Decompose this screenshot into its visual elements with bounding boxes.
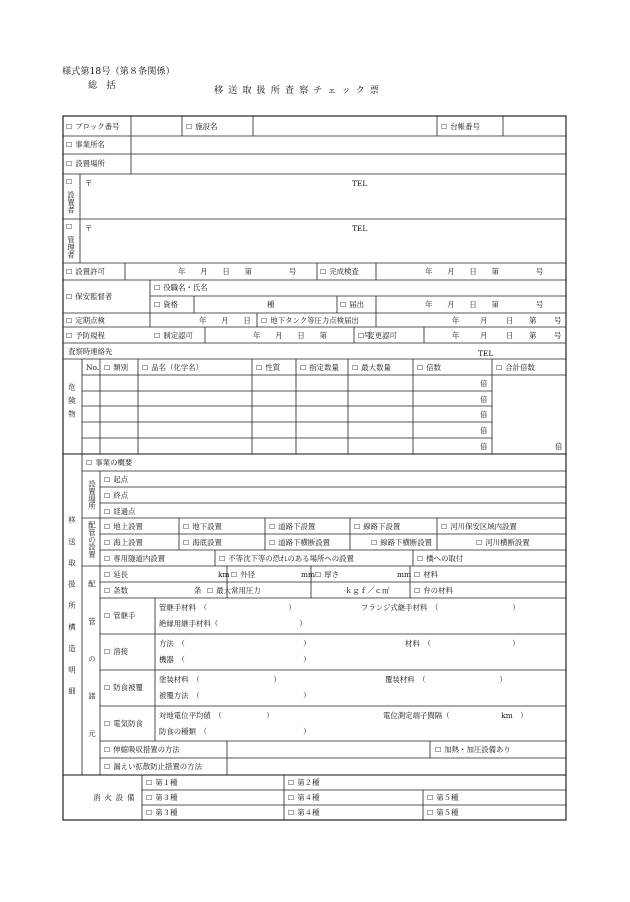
fire-class5-b[interactable]: ☐ 第５種 <box>427 809 458 817</box>
end-label[interactable]: ☐ 終点 <box>104 492 128 500</box>
security-supervisor-label[interactable]: ☐ 保安監督者 <box>66 293 112 301</box>
manager-tel: TEL <box>352 224 368 233</box>
hazmat-col-designated[interactable]: ☐ 指定数量 <box>300 364 339 372</box>
joint-label[interactable]: ☐ 管継手 <box>104 612 135 620</box>
bridge-install[interactable]: ☐ 橋への取付 <box>417 555 463 563</box>
fire-class4-a[interactable]: ☐ 第４種 <box>288 794 319 802</box>
install-place-label[interactable]: ☐ 設置場所 <box>66 160 105 168</box>
hazmat-col-total[interactable]: ☐ 合計倍数 <box>496 364 535 372</box>
hazmat-col-no: No. <box>86 363 100 372</box>
anticorrosion-label[interactable]: ☐ 防食被覆 <box>104 684 143 692</box>
fire-class2[interactable]: ☐ 第２種 <box>288 779 319 787</box>
expansion-label[interactable]: ☐ 伸縮吸収措置の方法 <box>104 746 180 754</box>
install-place-side-label: 設置場所 <box>87 480 97 510</box>
piping-install-side-label: 配管の設置 <box>87 521 97 558</box>
facility-name-label[interactable]: ☐ 施設名 <box>186 123 217 131</box>
welding-method: 方法 （ ） <box>159 639 311 648</box>
hazmat-col-class[interactable]: ☐ 類別 <box>104 364 128 372</box>
hazmat-col-max[interactable]: ☐ 最大数量 <box>352 364 391 372</box>
hazmat-col-multiple[interactable]: ☐ 倍数 <box>417 364 441 372</box>
hazmat-times-total: 倍 <box>555 442 563 451</box>
thickness-label[interactable]: ☐ 厚さ <box>315 571 339 579</box>
inspection-contact-label: 査察時連絡先 <box>68 347 113 356</box>
completion-check-label[interactable]: ☐ 完成検査 <box>320 268 359 276</box>
terminal-spacing: 電位測定端子間隔（ km ） <box>383 711 528 720</box>
start-label[interactable]: ☐ 起点 <box>104 476 128 484</box>
qualification-label[interactable]: ☐ 資格 <box>154 301 178 309</box>
tunnel-install[interactable]: ☐ 専用隧道内設置 <box>104 555 165 563</box>
hazmat-times-5: 倍 <box>480 442 488 451</box>
fire-class1[interactable]: ☐ 第１種 <box>146 779 177 787</box>
insulated-material: 絶縁用継手材料（ ） <box>159 619 307 628</box>
max-pressure-label[interactable]: ☐ 最大常用圧力 <box>207 587 261 595</box>
subsidence-install[interactable]: ☐ 不等沈下等の恐れのある場所への設置 <box>219 555 354 563</box>
valve-material-label[interactable]: ☐ 弁の材料 <box>414 587 453 595</box>
outer-diameter-label[interactable]: ☐ 外径 <box>231 571 255 579</box>
tank-notice-month: 月 <box>480 316 488 325</box>
install-permit-date: 年 月 日 第 号 <box>178 267 297 276</box>
river-cross-install[interactable]: ☐ 河川横断設置 <box>476 539 530 547</box>
installer-label: 設置者 <box>66 191 76 214</box>
flange-material: フランジ式継手材料 （ ） <box>361 603 520 612</box>
change-approval-number-prefix: 第 <box>529 331 537 340</box>
welding-equipment: 機器 （ ） <box>159 655 311 664</box>
details-side-label: 移送取扱所構造明細 <box>67 516 77 709</box>
protection-type: 防食の種類 （ ） <box>159 727 311 736</box>
form-number: 様式第18号（第８条関係） <box>62 66 175 77</box>
installer-checkbox[interactable]: ☐ <box>66 178 73 186</box>
change-approval-year: 年 <box>452 331 460 340</box>
kind-label: 種 <box>267 300 275 309</box>
length-label[interactable]: ☐ 延長 <box>104 571 128 579</box>
hazmat-col-property[interactable]: ☐ 性質 <box>256 364 280 372</box>
under-road-install[interactable]: ☐ 道路下設置 <box>269 523 315 531</box>
ground-potential: 対地電位平均値 （ ） <box>159 711 274 720</box>
tank-notice-label[interactable]: ☐ 地下タンク等圧力点検届出 <box>261 317 359 325</box>
via-label[interactable]: ☐ 経過点 <box>104 508 135 516</box>
overview-label[interactable]: ☐ 事業の概要 <box>86 459 132 467</box>
thickness-unit: mm <box>397 570 412 579</box>
completion-check-date: 年 月 日 第 号 <box>425 267 544 276</box>
hazmat-col-name[interactable]: ☐ 品名（化学名） <box>142 364 203 372</box>
tank-notice-year: 年 <box>452 316 460 325</box>
fire-class4-b[interactable]: ☐ 第４種 <box>288 809 319 817</box>
hazmat-side-label: 危険物 <box>67 383 77 424</box>
installer-tel: TEL <box>352 179 368 188</box>
welding-label[interactable]: ☐ 溶接 <box>104 648 128 656</box>
underground-install[interactable]: ☐ 地下設置 <box>183 523 222 531</box>
block-number-label[interactable]: ☐ ブロック番号 <box>66 123 119 131</box>
notification-date: 年 月 日 第 号 <box>425 300 544 309</box>
under-track-install[interactable]: ☐ 線路下設置 <box>354 523 400 531</box>
coating-material: 塗装材料 （ ） <box>159 675 281 684</box>
install-permit-label[interactable]: ☐ 設置許可 <box>66 268 105 276</box>
heating-label[interactable]: ☐ 加熱・加圧設備あり <box>435 746 511 754</box>
fire-equipment-label: 消火設備 <box>93 793 139 802</box>
hazmat-times-1: 倍 <box>480 379 488 388</box>
outer-diameter-unit: mm <box>301 570 316 579</box>
enact-approval-label[interactable]: ☐ 制定認可 <box>154 332 193 340</box>
inspection-contact-tel: TEL <box>478 349 494 358</box>
leak-prevention-label[interactable]: ☐ 漏えい拡散防止措置の方法 <box>104 763 202 771</box>
fire-class3-b[interactable]: ☐ 第３種 <box>146 809 177 817</box>
tank-notice-number-prefix: 第 <box>529 316 537 325</box>
enact-approval-date: 年 月 日 第 号 <box>253 331 372 340</box>
count-unit: 条 <box>194 586 202 595</box>
ground-install[interactable]: ☐ 地上設置 <box>104 523 143 531</box>
manager-checkbox[interactable]: ☐ <box>66 223 73 231</box>
notification-label[interactable]: ☐ 届出 <box>340 301 364 309</box>
change-approval-month: 月 <box>480 331 488 340</box>
change-approval-label[interactable]: ☐ 変更認可 <box>358 332 397 340</box>
hazmat-times-2: 倍 <box>480 395 488 404</box>
hazmat-times-4: 倍 <box>480 426 488 435</box>
road-cross-install[interactable]: ☐ 道路下横断設置 <box>269 539 330 547</box>
sea-install[interactable]: ☐ 海上設置 <box>104 539 143 547</box>
prevention-rules-label[interactable]: ☐ 予防規程 <box>66 332 105 340</box>
track-cross-install[interactable]: ☐ 線路下横断設置 <box>371 539 432 547</box>
hazmat-times-3: 倍 <box>480 410 488 419</box>
category-label: 総 括 <box>88 80 116 91</box>
change-approval-day: 日 <box>506 331 514 340</box>
manager-label: 管理者 <box>66 236 76 259</box>
page-title: 移送取扱所査察チェック票 <box>214 85 384 96</box>
length-unit: km <box>218 570 230 579</box>
ledger-number-label[interactable]: ☐ 台帳番号 <box>441 123 480 131</box>
tank-notice-day: 日 <box>506 316 514 325</box>
periodic-inspection-date: 年 月 日 <box>199 316 251 325</box>
cover-material: 覆装材料 （ ） <box>385 675 507 684</box>
material-label[interactable]: ☐ 材料 <box>414 571 438 579</box>
welding-material: 材料 （ ） <box>405 639 520 648</box>
office-name-label[interactable]: ☐ 事業所名 <box>66 141 105 149</box>
change-approval-number-suffix: 号 <box>554 331 562 340</box>
manager-postal: 〒 <box>85 224 93 233</box>
fire-class5-a[interactable]: ☐ 第５種 <box>427 794 458 802</box>
installer-postal: 〒 <box>85 179 93 188</box>
joint-material: 管継手材料 （ ） <box>159 603 296 612</box>
periodic-inspection-label[interactable]: ☐ 定期点検 <box>66 317 105 325</box>
river-zone-install[interactable]: ☐ 河川保安区域内設置 <box>441 523 517 531</box>
piping-specs-side-label: 配管の諸元 <box>87 580 97 767</box>
title-name-label[interactable]: ☐ 役職名・氏名 <box>154 284 208 292</box>
count-label[interactable]: ☐ 条数 <box>104 587 128 595</box>
electric-protection-label[interactable]: ☐ 電気防食 <box>104 720 143 728</box>
tank-notice-number-suffix: 号 <box>554 316 562 325</box>
fire-class3-a[interactable]: ☐ 第３種 <box>146 794 177 802</box>
pressure-unit: ｋｇｆ／ｃ㎡ <box>345 586 390 595</box>
cover-method: 被覆方法 （ ） <box>159 691 311 700</box>
seabed-install[interactable]: ☐ 海底設置 <box>183 539 222 547</box>
